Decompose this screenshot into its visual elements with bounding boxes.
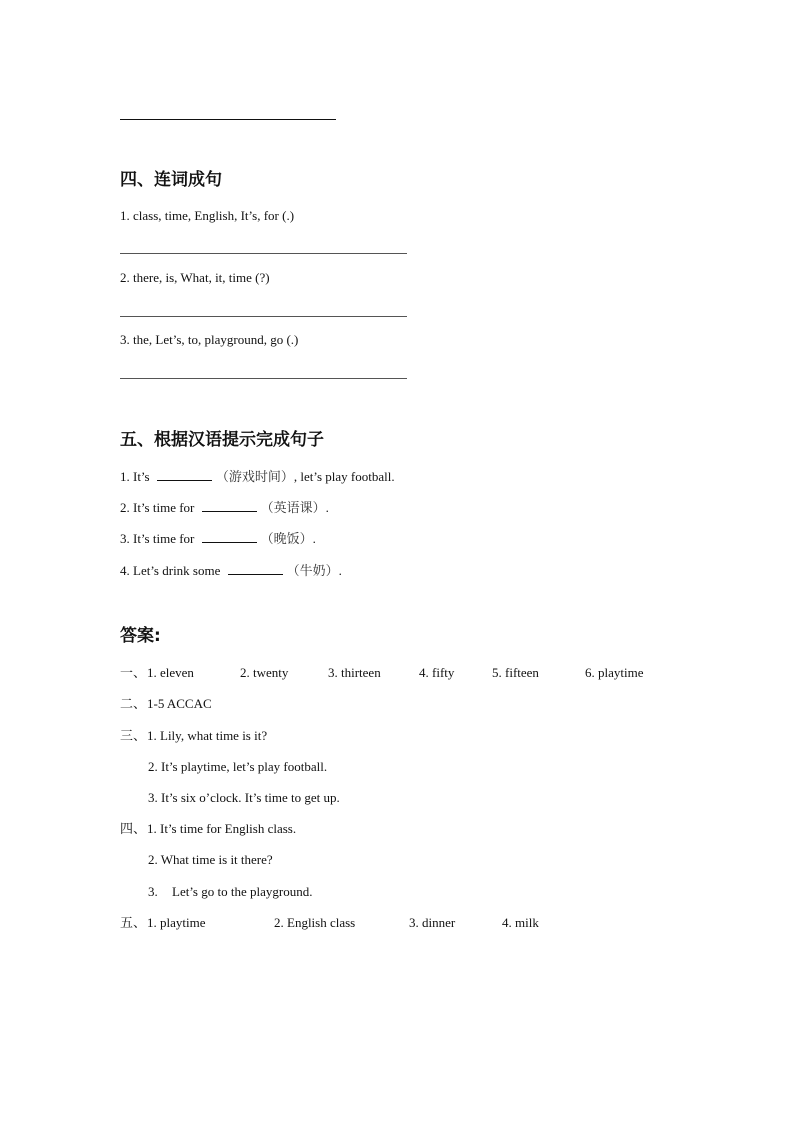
- section-5-item-3: [120, 530, 316, 547]
- answer-item: 1. It’s time for English class.: [147, 821, 297, 836]
- answer-item: 2. What time is it there?: [148, 852, 273, 867]
- fill-blank: [157, 468, 212, 481]
- item-text: 4. Let’s drink some: [120, 563, 221, 578]
- hint: （牛奶）: [286, 563, 339, 578]
- section-4-item-1: 1. class, time, English, It’s, for (.): [120, 208, 295, 223]
- item-text: .: [312, 531, 316, 546]
- answer-line-top: [120, 119, 336, 120]
- answer-item: 1. eleven: [147, 665, 194, 680]
- answer-item: 2. English class: [274, 915, 356, 930]
- fill-blank: [228, 562, 283, 575]
- answer-item: 1. Lily, what time is it?: [147, 728, 268, 743]
- hint: （英语课）: [260, 500, 326, 515]
- answer-item: 2. It’s playtime, let’s play football.: [148, 759, 328, 774]
- answer-label: 二、: [120, 696, 147, 711]
- item-text: .: [338, 563, 342, 578]
- answer-item: 4. fifty: [419, 665, 455, 680]
- hint: （晚饭）: [260, 531, 313, 546]
- answer-item: 2. twenty: [240, 665, 289, 680]
- item-text: 2. It’s time for: [120, 500, 195, 515]
- section-4-heading: 四、连词成句: [120, 170, 222, 190]
- answer-label: 五、: [120, 915, 147, 930]
- answer-item: 3. dinner: [409, 915, 456, 930]
- answer-item: 3. It’s six o’clock. It’s time to get up.: [148, 790, 340, 805]
- answer-item: 1-5 ACCAC: [147, 696, 212, 711]
- answer-item: 3. thirteen: [328, 665, 381, 680]
- answer-label: 一、: [120, 665, 147, 680]
- item-text: , let’s play football.: [293, 469, 395, 484]
- fill-blank: [202, 530, 257, 543]
- section-5-item-2: [120, 499, 329, 516]
- item-text: 3. It’s time for: [120, 531, 195, 546]
- answer-label: 三、: [120, 728, 147, 743]
- section-5-item-4: [120, 562, 342, 579]
- answer-item: 1. playtime: [147, 915, 206, 930]
- answer-item: 4. milk: [502, 915, 539, 930]
- item-text: 1. It’s: [120, 469, 150, 484]
- answer-item-number: 3.: [148, 884, 158, 899]
- section-5-heading: 五、根据汉语提示完成句子: [120, 430, 324, 450]
- hint: （游戏时间）: [215, 469, 294, 484]
- answer-label: 四、: [120, 821, 147, 836]
- answer-item: 6. playtime: [585, 665, 644, 680]
- section-4-item-2: 2. there, is, What, it, time (?): [120, 270, 270, 285]
- answer-item: Let’s go to the playground.: [172, 884, 313, 899]
- section-5-item-1: [120, 468, 395, 485]
- answer-line: [120, 378, 407, 379]
- answer-item: 5. fifteen: [492, 665, 539, 680]
- item-text: .: [325, 500, 329, 515]
- answers-heading: 答案:: [120, 626, 161, 646]
- answer-line: [120, 253, 407, 254]
- answer-line: [120, 316, 407, 317]
- fill-blank: [202, 499, 257, 512]
- section-4-item-3: 3. the, Let’s, to, playground, go (.): [120, 332, 299, 347]
